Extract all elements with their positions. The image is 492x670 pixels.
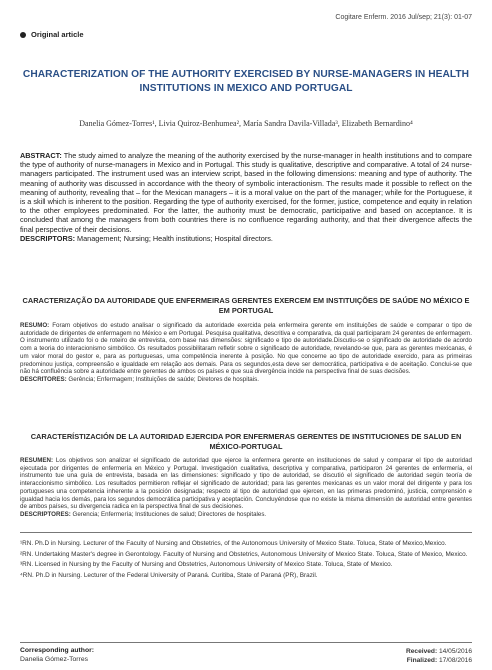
bullet-icon (20, 32, 26, 38)
descriptores-label: DESCRIPTORES: (20, 510, 71, 518)
footnote-2: ²RN. Undertaking Master's degree in Gerontology. Faculty of Nursing and Obstetrics, Autonomous University of Mexico State. Toluca, State of Mexico, Mexico. (20, 550, 468, 558)
finalized-label: Finalized: (406, 657, 438, 664)
footnote-4: ⁴RN. Ph.D in Nursing. Lecturer of the Federal University of Paraná. Curitiba, State of Paraná (PR), Brazil. (20, 571, 318, 579)
received-date-row (406, 647, 472, 656)
resumen-label: RESUMEN: (20, 457, 54, 464)
footnote-1: ¹RN. Ph.D in Nursing. Lecturer of the Faculty of Nursing and Obstetrics, of the Autonomous University of Mexico State. Toluca, State of Mexico,Mexico. (20, 540, 447, 547)
finalized-date-row (406, 656, 472, 665)
footnote-3: ³RN. Licensed in Nursing by the Faculty of Nursing and Obstetrics, Autonomous University of Mexico State. Toluca, State of Mexico. (20, 561, 393, 569)
spanish-title: CARACTERÍSTIZACIÓN DE LA AUTORIDAD EJERCIDA POR ENFERMERAS GERENTES DE INSTITUCIONES DE SALUD EN MÉXICO-PORTUGAL (30, 432, 462, 451)
bottom-divider (20, 642, 472, 643)
descriptores-text: Gerencia; Enfermería; Instituciones de salud; Directores de hospitales. (72, 510, 267, 518)
journal-citation: Cogitare Enferm. 2016 Jul/sep; 21(3): 01-07 (335, 14, 472, 21)
received-label: Received: (405, 648, 438, 655)
footnotes (20, 540, 472, 582)
article-title: CHARACTERIZATION OF THE AUTHORITY EXERCISED BY NURSE-MANAGERS IN HEALTH INSTITUTIONS IN MEXICO AND PORTUGAL (22, 69, 470, 94)
abstract-portuguese (20, 322, 472, 384)
descritores-label: DESCRITORES: (20, 375, 67, 383)
article-type-text: Original article (31, 30, 84, 39)
abstract-label: ABSTRACT: (20, 151, 62, 160)
publication-dates (406, 647, 472, 665)
corresponding-author-label: Corresponding author: (20, 647, 95, 654)
corresponding-author-name: Danelia Gómez-Torres (20, 656, 88, 663)
abstract-english (20, 151, 472, 243)
descriptors-text: Management; Nursing; Health institutions; Hospital directors. (77, 233, 273, 243)
finalized-date: 17/08/2016 (438, 657, 472, 664)
resumen-text: Los objetivos son analizar el significado de autoridad que ejerce la enfermera gerente en instituciones de salud y comparar el tipo de autoridad ejecutada por dirigentes de enfermería en México y Portugal. Investigación cualitativa, descriptiva y comparativa, participaron 24 gerentes de enfermería, el instrumento tue una guía de entrevista, basada en las dimensiones: significado y tipo de autoridad, se discutió el significado de autoridad según teoría de interaccionismo simbólico. Los resultados permitieron reflejar el significado de autoridad; para las gerentes mexicanas es un valor moral del dirigente y para los portugueses una competencia inherente a la posición designada; respecto al tipo de autoridad que ejercen, en las primeras predominó, justicia, comprensión e igualdad hacia los demás, para los segundos democrática participativa y aceptación. Concluyéndose que no existe la misma dimensión de autoridad entre gerentes de ambos países, su divergencia radica en la perspectiva final de sus decisiones. (20, 457, 472, 511)
received-date: 14/05/2016 (438, 648, 472, 655)
author-list: Danelia Gómez-Torres¹, Livia Quiroz-Benhumea², María Sandra Davila-Villada³, Elizabeth Bernardino⁴ (79, 119, 413, 128)
descritores-text: Gerência; Enfermagem; Instituições de saúde; Diretores de hospitais. (68, 375, 259, 383)
footnote-divider (20, 532, 472, 533)
article-type-label (20, 30, 84, 39)
resumo-text: Foram objetivos do estudo analisar o significado da autoridade exercida pela enfermeira gerente em instituições de saúde e comparar o tipo de autoridade de dirigentes de enfermagem no México e em Portugal. Pesquisa qualitativa, descritiva e comparativa, da qual participaram 24 gerentes de enfermagem. O instrumento utilizado foi o de roteiro de entrevista, com base nas dimensões: significado e tipo de autoridade.Discutiu-se o significado de autoridade de acordo com a teoria do interacionismo simbólico. Os resultados possibilitaram refletir sobre o significado de autoridade, revelando-se que, para as gerentes mexicanas, é um valor moral do gestor e, para as portuguesas, uma competência inerente à posição. No que concerne ao tipo de autoridade exercido, para as primeiras predominou justiça, compreensão e igualdade em relação aos demais. Para os segundos,esta deve ser democrática, participativa e de aceitação. Conclui-se que não há confluência sobre a autoridade entre gerentes de ambos os países e que sua divergência incide na perspectiva final de suas decisões. (20, 322, 472, 376)
abstract-spanish (20, 457, 472, 519)
portuguese-title: CARACTERIZAÇÃO DA AUTORIDADE QUE ENFERMEIRAS GERENTES EXERCEM EM INSTITUIÇÕES DE SAÚDE NO MÉXICO E EM PORTUGAL (22, 296, 470, 315)
resumo-label: RESUMO: (20, 322, 50, 329)
abstract-text: The study aimed to analyze the meaning of the authority exercised by the nurse-manager in health institutions and to compare the type of authority of nurse-managers in Mexico and in Portugal. This study is qualitative, descriptive and comparative. A total of 24 nurse-managers participated. The instrument used was an interview script, based in the following dimensions: meaning and type of authority. The meaning of authority was discussed in accordance with the theory of symbolic interactionism. The results made it possible to reflect on the meaning of authority, revealing that – for the Mexican managers – it is a moral value on the part of the manager; while for the Portuguese, it is a skill which is inherent to the position. Regarding the type of authority exercised, for the former, justice, competence and equity in relation to the other employees predominated. For the latter, the authority must be democratic, participative and based on acceptance. It is concluded that among the managers from both countries there is no confluence regarding authority, and that their divergence affects the final perspective of their decisions. (20, 151, 472, 234)
descriptors-label: DESCRIPTORS: (20, 233, 76, 243)
